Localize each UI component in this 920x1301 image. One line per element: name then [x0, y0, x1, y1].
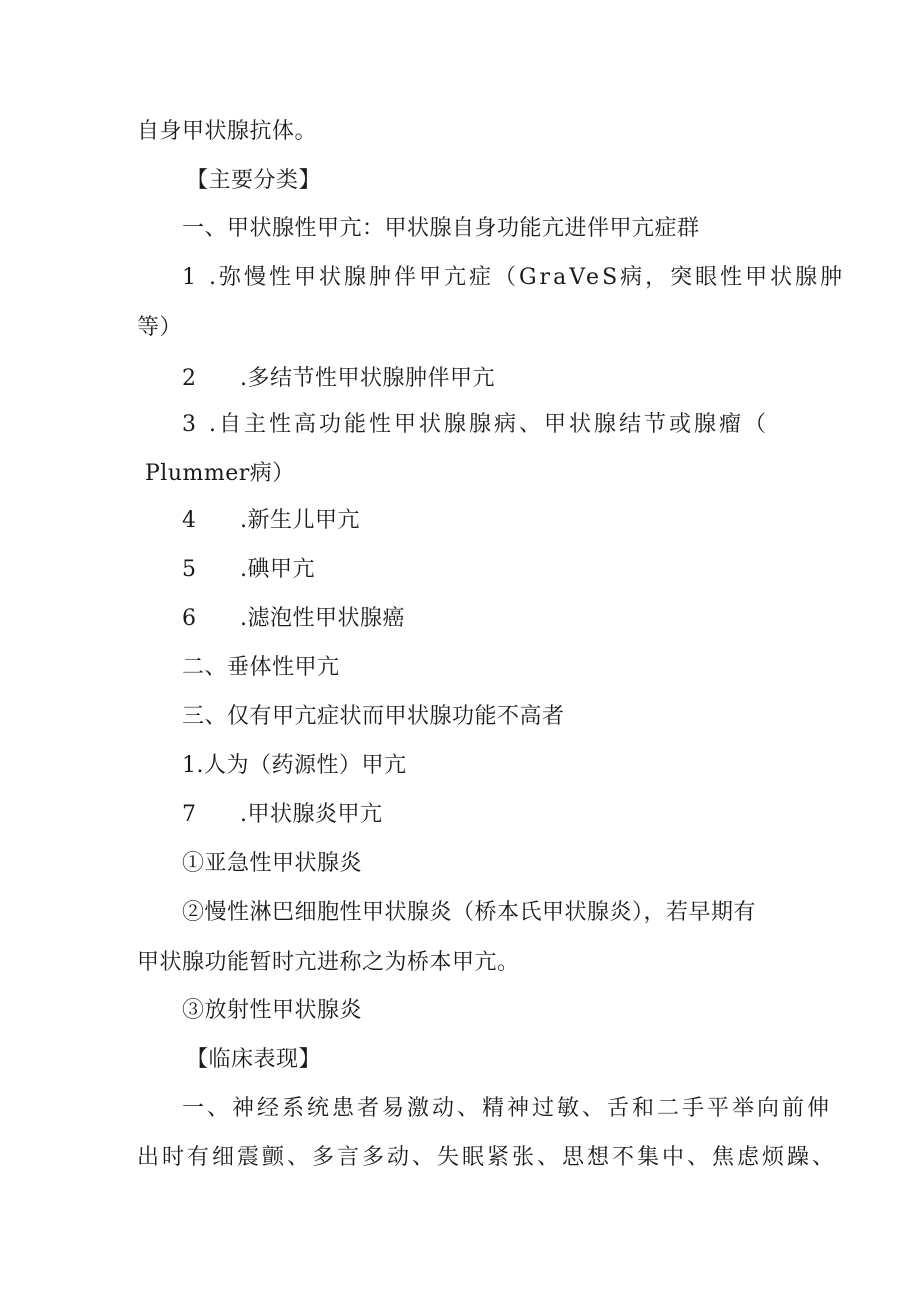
list-item-1-continued: 等）	[137, 315, 183, 340]
list-item-1: 1 .弥慢性甲状腺肿伴甲亢症（GraVeS病，突眼性甲状腺肿	[182, 265, 846, 290]
subitem-chronic: ②慢性淋巴细胞性甲状腺炎（桥本氏甲状腺炎），若早期有	[182, 900, 757, 925]
list-item-6-text: .滤泡性甲状腺癌	[240, 606, 405, 631]
clinical-paragraph-continued: 出时有细震颤、多言多动、失眠紧张、思想不集中、焦虑烦躁、	[137, 1145, 838, 1170]
section-heading-classification: 【主要分类】	[186, 168, 322, 193]
list-item-2-text: .多结节性甲状腺肿伴甲亢	[240, 366, 495, 391]
list-item-4-text: .新生儿甲亢	[240, 508, 360, 533]
list-item-6	[182, 604, 405, 634]
list-item-6-number: 6	[182, 606, 197, 631]
category-heading-3: 三、仅有甲亢症状而甲状腺功能不高者	[182, 704, 565, 729]
subitem-chronic-continued: 甲状腺功能暂时亢进称之为桥本甲亢。	[137, 950, 520, 975]
list-item-7-text: .甲状腺炎甲亢	[240, 802, 383, 827]
list-item-2	[182, 364, 495, 394]
list-item-7	[182, 800, 383, 830]
list-item-5-text: .碘甲亢	[240, 557, 315, 582]
clinical-paragraph: 一、神经系统患者易激动、精神过敏、舌和二手平举向前伸	[182, 1096, 833, 1121]
section-heading-clinical: 【临床表现】	[186, 1047, 322, 1072]
list-item-3: 3 .自主性高功能性甲状腺腺病、甲状腺结节或腺瘤（	[182, 412, 769, 437]
category-heading-2: 二、垂体性甲亢	[182, 655, 340, 680]
list-item-4-number: 4	[182, 508, 197, 533]
subitem-subacute: ①亚急性甲状腺炎	[182, 851, 363, 876]
text-line-continuation: 自身甲状腺抗体。	[137, 119, 318, 144]
list-item-4	[182, 506, 360, 536]
list-item-iatrogenic: 1.人为（药源性）甲亢	[182, 753, 407, 778]
list-item-2-number: 2	[182, 366, 197, 391]
category-heading-1: 一、甲状腺性甲亢：甲状腺自身功能亢进伴甲亢症群	[182, 216, 700, 241]
list-item-7-number: 7	[182, 802, 197, 827]
list-item-5-number: 5	[182, 557, 197, 582]
list-item-3-continued: Plummer病）	[145, 461, 295, 486]
list-item-5	[182, 555, 315, 585]
subitem-radiation: ③放射性甲状腺炎	[182, 998, 363, 1023]
